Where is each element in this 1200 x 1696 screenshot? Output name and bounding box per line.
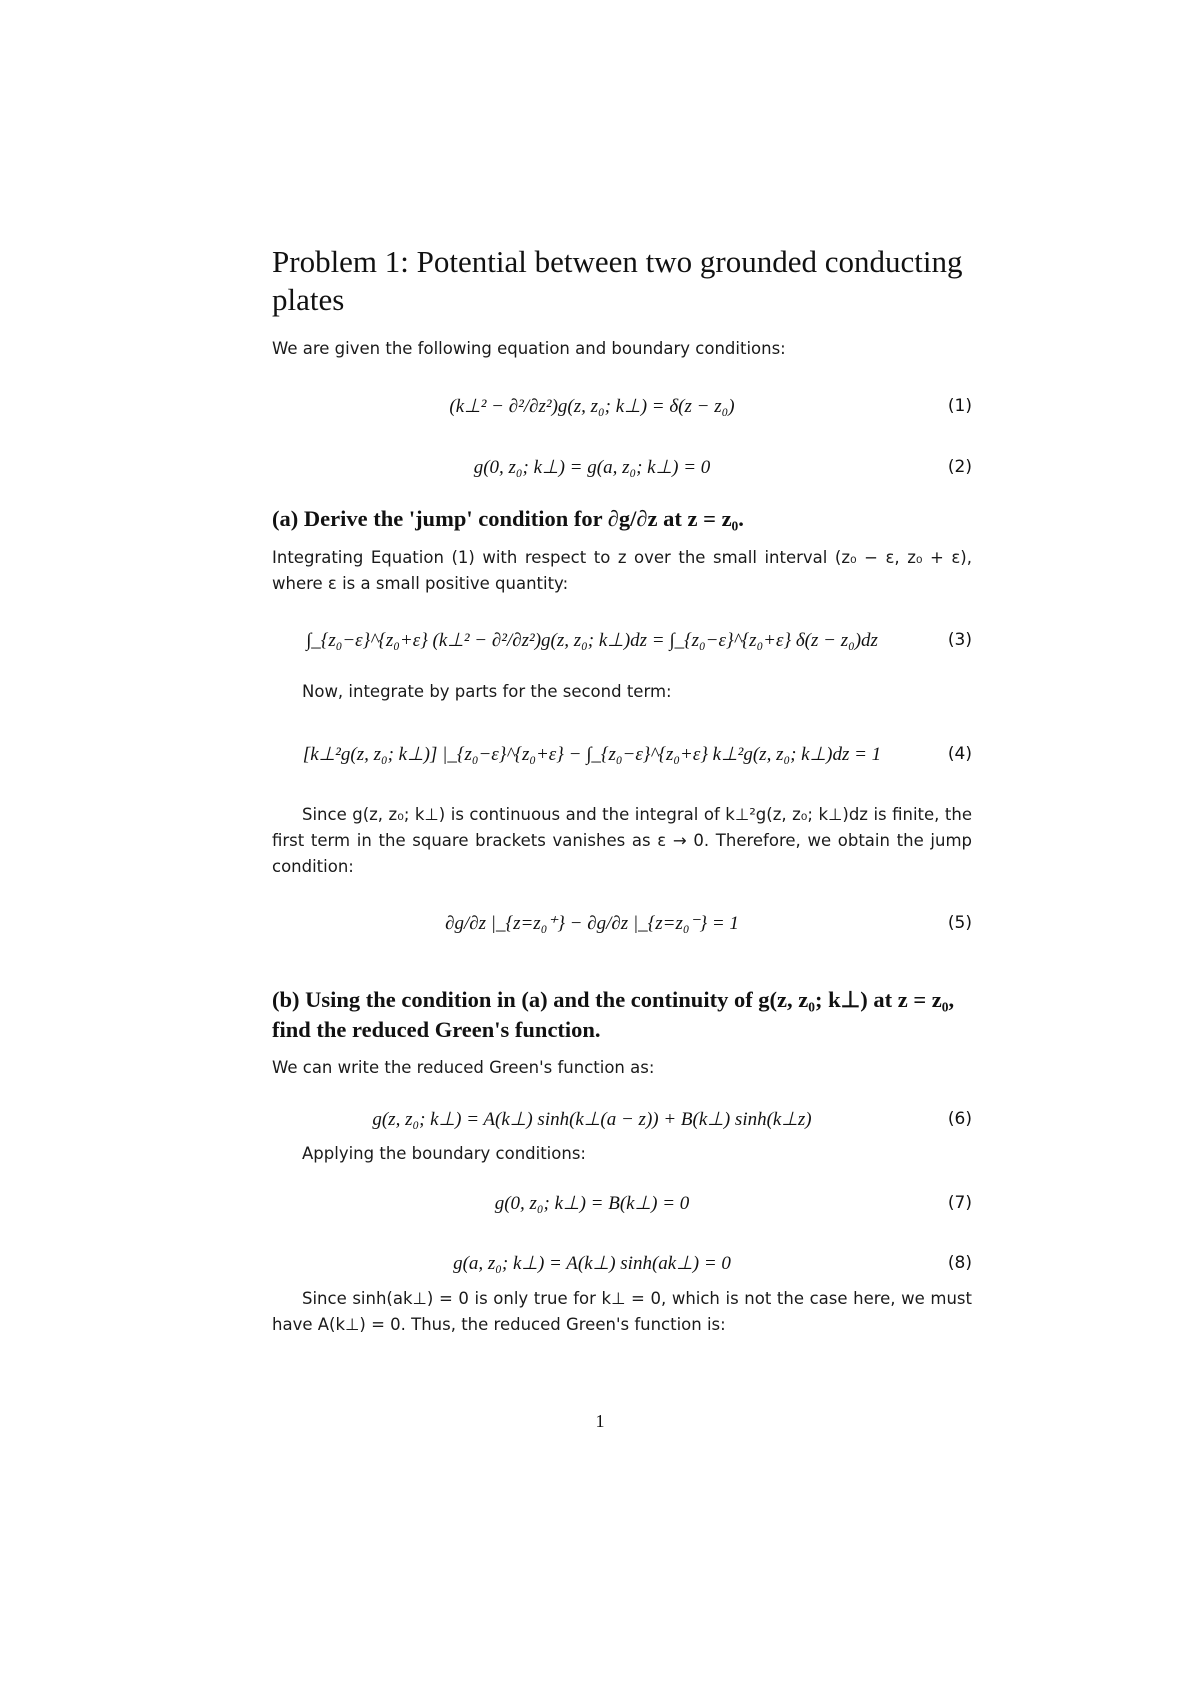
equation-2 bbox=[272, 437, 972, 497]
equation-4 bbox=[272, 724, 972, 784]
equation-5-expr: ∂g/∂z |_{z=z₀⁺} − ∂g/∂z |_{z=z₀⁻} = 1 bbox=[445, 912, 739, 934]
equation-5 bbox=[272, 893, 972, 953]
equation-7-expr: g(0, z₀; k⊥) = B(k⊥) = 0 bbox=[494, 1192, 690, 1214]
equation-8-expr: g(a, z₀; k⊥) = A(k⊥) sinh(ak⊥) = 0 bbox=[453, 1252, 731, 1274]
equation-8-number: (8) bbox=[947, 1253, 972, 1273]
page-number: 1 bbox=[595, 1411, 605, 1431]
problem-title: Problem 1: Potential between two grounded conducting plates bbox=[272, 244, 963, 317]
part-a-paragraph-1: Integrating Equation (1) with respect to z over the small interval (z₀ − ε, z₀ + ε), where ε is a small positive quantity: bbox=[272, 548, 972, 593]
equation-1-expr: (k⊥² − ∂²/∂z²)g(z, z₀; k⊥) = δ(z − z₀) bbox=[449, 395, 735, 417]
equation-1 bbox=[272, 376, 972, 436]
equation-7-number: (7) bbox=[947, 1193, 972, 1213]
part-a-heading: (a) Derive the 'jump' condition for ∂g/∂z at z = z₀. bbox=[272, 506, 744, 531]
equation-2-expr: g(0, z₀; k⊥) = g(a, z₀; k⊥) = 0 bbox=[473, 456, 711, 478]
part-b-paragraph-3: Since sinh(ak⊥) = 0 is only true for k⊥ = 0, which is not the case here, we must have A(k⊥) = 0. Thus, the reduced Green's function is: bbox=[272, 1289, 972, 1334]
equation-6-expr: g(z, z₀; k⊥) = A(k⊥) sinh(k⊥(a − z)) + B(k⊥) sinh(k⊥z) bbox=[372, 1108, 812, 1130]
equation-4-expr: [k⊥²g(z, z₀; k⊥)] |_{z₀−ε}^{z₀+ε} − ∫_{z₀−ε}^{z₀+ε} k⊥²g(z, z₀; k⊥)dz = 1 bbox=[302, 743, 882, 765]
equation-4-number: (4) bbox=[947, 744, 972, 764]
equation-3-expr: ∫_{z₀−ε}^{z₀+ε} (k⊥² − ∂²/∂z²)g(z, z₀; k⊥)dz = ∫_{z₀−ε}^{z₀+ε} δ(z − z₀)dz bbox=[306, 629, 878, 651]
equation-3 bbox=[272, 610, 972, 670]
part-b-paragraph-1: We can write the reduced Green's function as: bbox=[272, 1058, 655, 1077]
equation-8 bbox=[272, 1233, 972, 1293]
part-b-paragraph-2: Applying the boundary conditions: bbox=[302, 1144, 586, 1163]
part-b-heading: (b) Using the condition in (a) and the continuity of g(z, z₀; k⊥) at z = z₀, find the reduced Green's function. bbox=[272, 987, 955, 1042]
part-a-paragraph-2: Now, integrate by parts for the second term: bbox=[302, 682, 672, 701]
equation-3-number: (3) bbox=[947, 630, 972, 650]
equation-6-number: (6) bbox=[947, 1109, 972, 1129]
part-a-paragraph-3: Since g(z, z₀; k⊥) is continuous and the integral of k⊥²g(z, z₀; k⊥)dz is finite, the first term in the square brackets vanishes as ε → 0. Therefore, we obtain the jump condition: bbox=[272, 805, 972, 876]
equation-6 bbox=[272, 1089, 972, 1149]
equation-1-number: (1) bbox=[947, 396, 972, 416]
equation-7 bbox=[272, 1173, 972, 1233]
intro-paragraph: We are given the following equation and boundary conditions: bbox=[272, 339, 786, 358]
equation-2-number: (2) bbox=[947, 457, 972, 477]
equation-5-number: (5) bbox=[947, 913, 972, 933]
